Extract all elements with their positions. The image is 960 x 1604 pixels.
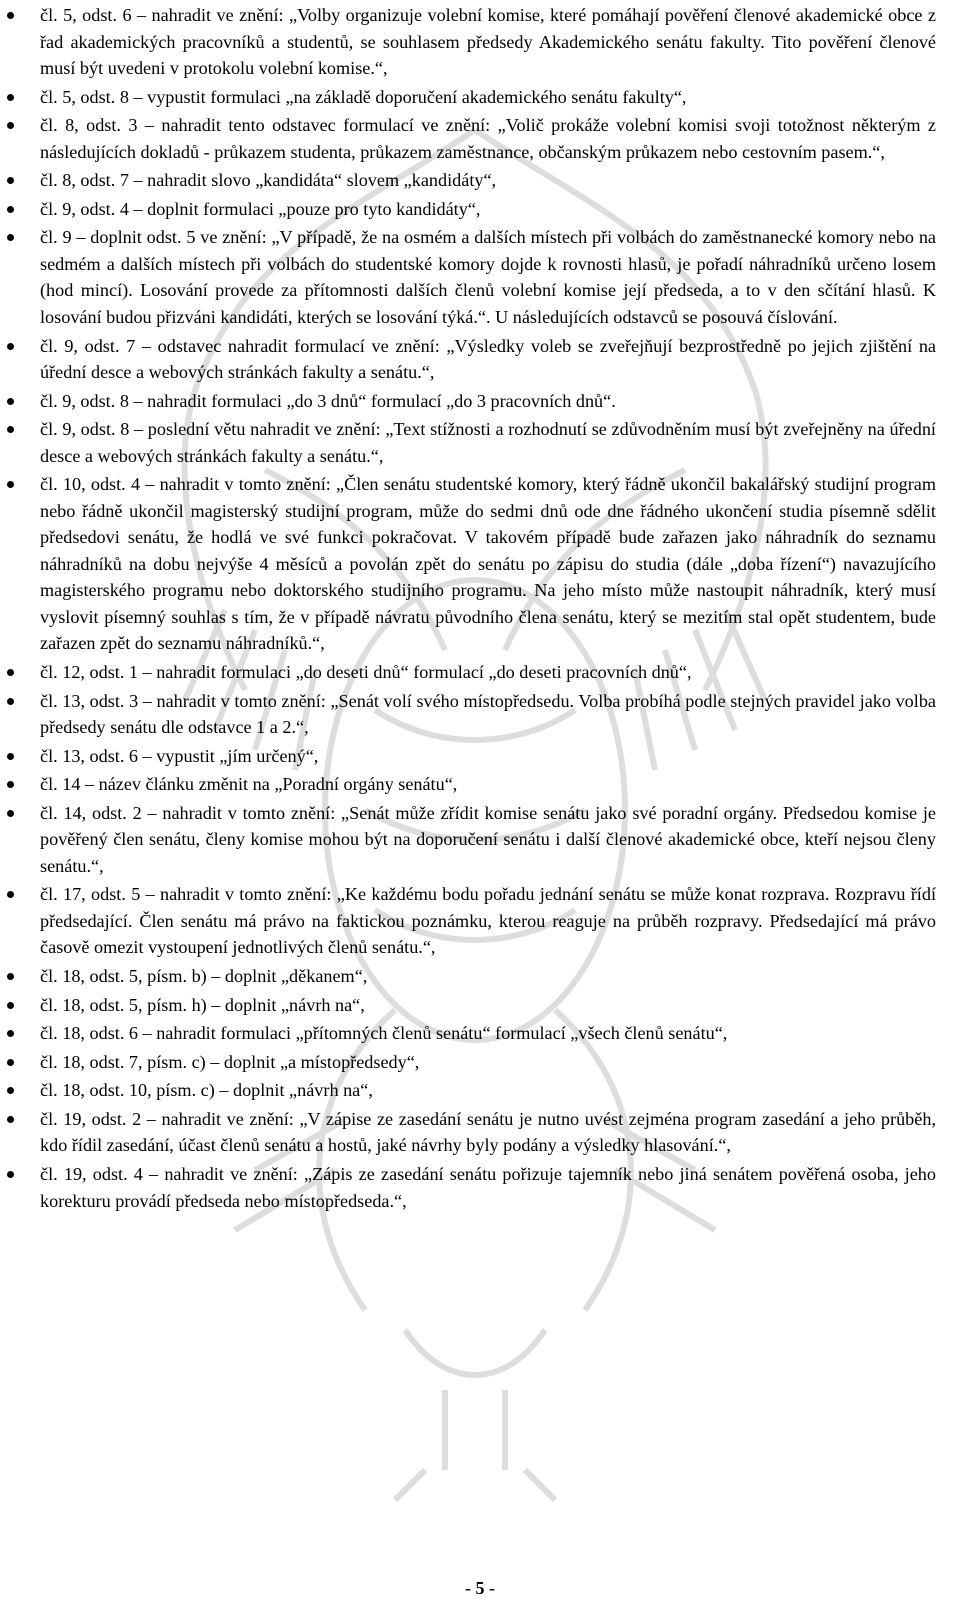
- list-item-text: čl. 18, odst. 6 – nahradit formulaci „přítomných členů senátu“ formulací „všech členů senátu“,: [40, 1023, 728, 1044]
- list-item-text: čl. 9 – doplnit odst. 5 ve znění: „V případě, že na osmém a dalších místech při volbách do zaměstnanecké komory nebo na sedmém a dalších místech při volbách do studentské komory dojde k rovnosti hlasů, je pořadí náhradníků určeno losem (hod mincí). Losování provede za přítomnosti dalších členů volební komise její předseda, a to v den sčítání hlasů. K losování budou přizváni kandidáti, kterých se losování týká.“. U následujících odstavců se posouvá číslování.: [40, 227, 936, 327]
- list-item: [0, 881, 936, 961]
- bullet-icon: [7, 122, 14, 129]
- list-item: [0, 800, 936, 880]
- bullet-icon: [7, 1116, 14, 1123]
- list-item-text: čl. 9, odst. 4 – doplnit formulaci „pouze pro tyto kandidáty“,: [40, 198, 481, 219]
- bullet-icon: [7, 698, 14, 705]
- list-item-text: čl. 18, odst. 5, písm. h) – doplnit „návrh na“,: [40, 994, 365, 1015]
- list-item-text: čl. 9, odst. 8 – poslední větu nahradit ve znění: „Text stížnosti a rozhodnutí se zdůvodněním musí být zveřejněny na úřední desce a webových stránkách fakulty a senátu.“,: [40, 419, 936, 466]
- bullet-icon: [7, 669, 14, 676]
- page-number: - 5 -: [465, 1578, 495, 1598]
- list-item: [0, 2, 936, 82]
- list-item-text: čl. 14 – název článku změnit na „Poradní orgány senátu“,: [40, 774, 458, 795]
- list-item-text: čl. 18, odst. 10, písm. c) – doplnit „návrh na“,: [40, 1080, 373, 1101]
- bullet-icon: [7, 1002, 14, 1009]
- list-item: [0, 388, 936, 415]
- bullet-icon: [7, 810, 14, 817]
- bullet-icon: [7, 398, 14, 405]
- list-item-text: čl. 18, odst. 5, písm. b) – doplnit „děkanem“,: [40, 966, 368, 986]
- bullet-icon: [7, 1171, 14, 1178]
- list-item: [0, 224, 936, 330]
- list-item: [0, 963, 936, 990]
- list-item: [0, 992, 936, 1019]
- list-item-text: čl. 18, odst. 7, písm. c) – doplnit „a místopředsedy“,: [40, 1051, 420, 1072]
- list-item: [0, 167, 936, 194]
- list-item-text: čl. 14, odst. 2 – nahradit v tomto znění: „Senát může zřídit komise senátu jako své poradní orgány. Předsedou komise je pověřený člen senátu, členy komise mohou být na doporučení senátu i další členové akademické obce, kteří nejsou členy senátu.“,: [40, 802, 936, 876]
- bullet-icon: [7, 206, 14, 213]
- bullet-icon: [7, 12, 14, 19]
- list-item: [0, 196, 936, 223]
- list-item: [0, 1161, 936, 1214]
- bullet-icon: [7, 891, 14, 898]
- list-item: [0, 416, 936, 469]
- list-item: [0, 84, 936, 111]
- list-item-text: čl. 5, odst. 8 – vypustit formulaci „na základě doporučení akademického senátu fakulty“,: [40, 86, 687, 107]
- list-item-text: čl. 10, odst. 4 – nahradit v tomto znění: „Člen senátu studentské komory, který řádně ukončil bakalářský studijní program nebo řádně ukončil magisterský studijní program, může do sedmi dnů ode dne řádného ukončení studia písemně sdělit předsedovi senátu, že hodlá ve své funkci pokračovat. V takovém případě bude zařazen jako náhradník do seznamu náhradníků na dobu nejvýše 4 měsíců a povolán zpět do senátu po zápisu do studia (dále „doba řízení“) navazujícího magisterského programu nebo doktorského studijního programu. Na jeho místo může nastoupit náhradník, který musí vyslovit písemný souhlas s tím, že v případě návratu původního člena senátu, který se mezitím stal opět studentem, bude zařazen zpět do seznamu náhradníků.“,: [40, 474, 936, 654]
- bullet-icon: [7, 753, 14, 760]
- bullet-icon: [7, 343, 14, 350]
- list-item: [0, 1020, 936, 1047]
- bullet-icon: [7, 1059, 14, 1066]
- list-item-text: čl. 19, odst. 2 – nahradit ve znění: „V zápise ze zasedání senátu je nutno uvést zejména program zasedání a jeho průběh, kdo řídil zasedání, účast členů senátu a hostů, jaké návrhy byly podány a výsledky hlasování.“,: [40, 1108, 936, 1156]
- list-item-text: čl. 8, odst. 7 – nahradit slovo „kandidáta“ slovem „kandidáty“,: [40, 170, 497, 191]
- list-item-text: čl. 12, odst. 1 – nahradit formulaci „do deseti dnů“ formulací „do deseti pracovních dnů“,: [40, 661, 692, 682]
- bullet-icon: [7, 481, 14, 488]
- list-item-text: čl. 17, odst. 5 – nahradit v tomto znění: „Ke každému bodu pořadu jednání senátu se může konat rozprava. Rozpravu řídí předsedající. Člen senátu má právo na faktickou poznámku, kterou reaguje na průběh rozpravy. Předsedající má právo časově omezit vystoupení jednotlivých členů senátu.“,: [40, 884, 936, 958]
- bullet-icon: [7, 1030, 14, 1037]
- bullet-icon: [7, 781, 14, 788]
- list-item: [0, 743, 936, 770]
- bullet-icon: [7, 94, 14, 101]
- list-item: [0, 333, 936, 386]
- list-item-text: čl. 13, odst. 3 – nahradit v tomto znění: „Senát volí svého místopředsedu. Volba probíhá podle stejných pravidel jako volba předsedy senátu dle odstavce 1 a 2.“,: [40, 690, 936, 738]
- list-item: [0, 471, 936, 657]
- list-item: [0, 771, 936, 798]
- list-item-text: čl. 9, odst. 8 – nahradit formulaci „do 3 dnů“ formulací „do 3 pracovních dnů“.: [40, 390, 616, 411]
- list-item-text: čl. 5, odst. 6 – nahradit ve znění: „Volby organizuje volební komise, které pomáhají pověření členové akademické obce z řad akademických pracovníků a studentů, se souhlasem předsedy Akademického senátu fakulty. Tito pověření členové musí být uvedeni v protokolu volební komise.“,: [40, 5, 936, 78]
- list-item-text: čl. 8, odst. 3 – nahradit tento odstavec formulací ve znění: „Volič prokáže volební komisi svoji totožnost některým z následujících dokladů - průkazem studenta, průkazem zaměstnance, občanským průkazem nebo cestovním pasem.“,: [40, 115, 936, 162]
- list-item-text: čl. 13, odst. 6 – vypustit „jím určený“,: [40, 745, 319, 766]
- bullet-icon: [7, 1087, 14, 1094]
- bullet-icon: [7, 234, 14, 241]
- list-item: [0, 1049, 936, 1076]
- list-item: [0, 1077, 936, 1104]
- list-item-text: čl. 9, odst. 7 – odstavec nahradit formulací ve znění: „Výsledky voleb se zveřejňují bezprostředně po jejich zjištění na úřední desce a webových stránkách fakulty a senátu.“,: [40, 335, 936, 383]
- bullet-icon: [7, 177, 14, 184]
- list-item: [0, 688, 936, 741]
- list-item: [0, 659, 936, 686]
- list-item: [0, 1106, 936, 1159]
- bullet-icon: [7, 426, 14, 433]
- bullet-icon: [7, 973, 14, 980]
- list-item-text: čl. 19, odst. 4 – nahradit ve znění: „Zápis ze zasedání senátu pořizuje tajemník nebo jiná senátem pověřená osoba, jeho korekturu provádí předseda nebo místopředseda.“,: [40, 1164, 936, 1211]
- list-item: [0, 112, 936, 165]
